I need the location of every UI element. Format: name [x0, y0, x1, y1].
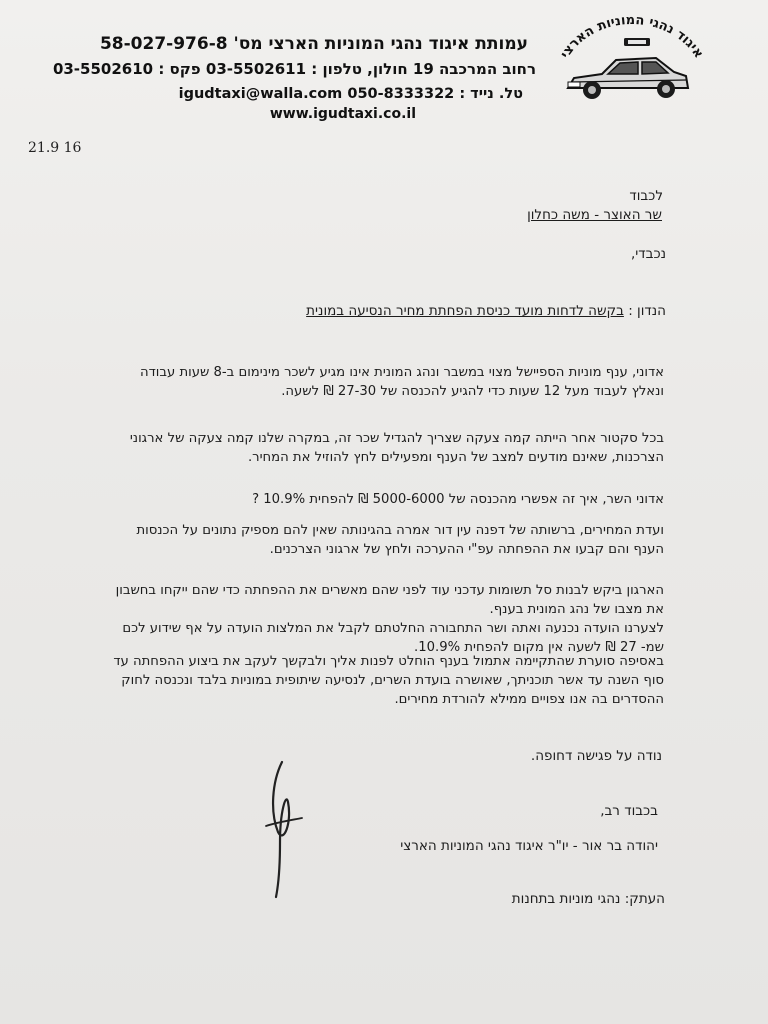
signatory-name: יהודה בר אור - יו"ר איגוד נהגי המוניות הארצי — [400, 838, 658, 854]
paragraph-line: ההסדרים בה אנו צפויים ממילא להורדת מחירים. — [394, 692, 664, 707]
paragraph-1 — [44, 363, 664, 401]
closing-regards: בכבוד רב, — [600, 803, 658, 819]
letter-date: 21.9 16 — [28, 140, 82, 156]
website-link[interactable]: www.igudtaxi.co.il — [269, 106, 416, 122]
paragraph-line: באסיפה סוערת שהתקיימה אתמול בענף הוחלט לפנות אליך ולבקשך לעקב את ביצוע ההפחתה עד — [113, 654, 664, 669]
logo-arc-text: איגוד נהגי המוניות הארצי — [557, 16, 707, 62]
recipient-line-1: לכבוד — [629, 188, 663, 204]
taxi-logo — [552, 16, 712, 112]
closing-request: נודה על פגישה דחופה. — [530, 748, 662, 764]
paragraph-line: הענף והם קבעו את ההפחתה עפ"י ההערכה ולחץ של ארגוני הצרכנים. — [269, 542, 664, 557]
recipient-line-2: שר האוצר - משה כחלון — [527, 207, 662, 223]
paragraph-line: הארגון ביקש לבנות סל תשומות עדכני עוד לפני שהם מאשרים את ההפחתה כדי שהם ייקחו בחשבון — [115, 583, 664, 598]
paragraph-line: בכל סקטור אחר הייתה קמה צעקה שצריך להגדיל שכר זה, במקרה שלנו קמה צעקה של ארגוני — [129, 431, 664, 446]
subject-text: בקשה לדחות מועד כניסת הפחתת מחיר הנסיעה במונית — [306, 303, 624, 319]
greeting: נכבדי, — [630, 246, 666, 262]
paragraph-line: ועדת המחירים, ברשותה של דפנה עין דור אמרה בהגינותה שאין להם מספיק נתונים על הכנסות — [136, 523, 664, 538]
paragraph-line: הצרכנות, שאינם מודעים למצב של הענף ומפעילים לחץ להוזיל את המחיר. — [247, 450, 664, 465]
paragraph-line: סוף השנה עד אשר תוכניתך, שאושרה בועדת השרים, לנסיעה שיתופית במוניות בלבד ונכנסה לחוק — [121, 673, 664, 688]
paragraph-line: שמ- 27 ₪ לשעה אין מקום להפחית 10.9%. — [414, 640, 664, 655]
paragraph-3 — [44, 490, 664, 509]
address-line: רחוב המרכבה 19 חולון, טלפון : 03-5502611 פקס : 03-5502610 — [52, 60, 536, 78]
cc-line: העתק: נהגי מוניות בתחנות — [511, 891, 665, 907]
paragraph-line: ונאלץ לעבוד מעל 12 שעות כדי להגיע להכנסה של 27-30 ₪ לשעה. — [281, 384, 664, 399]
paragraph-6 — [44, 652, 664, 709]
subject-line — [306, 303, 666, 319]
paragraph-line: אדוני, ענף מוניות הספיישל מצוי במשבר ונהג המונית אינו מגיע לשכר מינימום ב-8 שעות עבודה — [139, 365, 664, 380]
paragraph-4 — [44, 521, 664, 559]
subject-label: הנדון : — [628, 303, 666, 319]
paragraph-line: אדוני השר, איך זה אפשרי מהכנסה של 5000-6000 ₪ להפחית 10.9% ? — [252, 492, 664, 507]
paragraph-2 — [44, 429, 664, 467]
paragraph-5 — [44, 581, 664, 657]
paragraph-line: את מצבו של נהג המונית בענף. — [489, 602, 664, 617]
handwritten-signature — [258, 752, 308, 902]
mobile-email-line: טל. נייד : 050-8333322 igudtaxi@walla.com — [178, 86, 523, 102]
paragraph-line: לצערנו הועדה נכנעה ואתה ושר התחבורה החלטתם לקבל את המלצות הועדה על אף שידוע לכם — [122, 621, 664, 636]
org-name-line: עמותת איגוד נהגי המוניות הארצי מס' 58-027-976-8 — [99, 34, 528, 54]
